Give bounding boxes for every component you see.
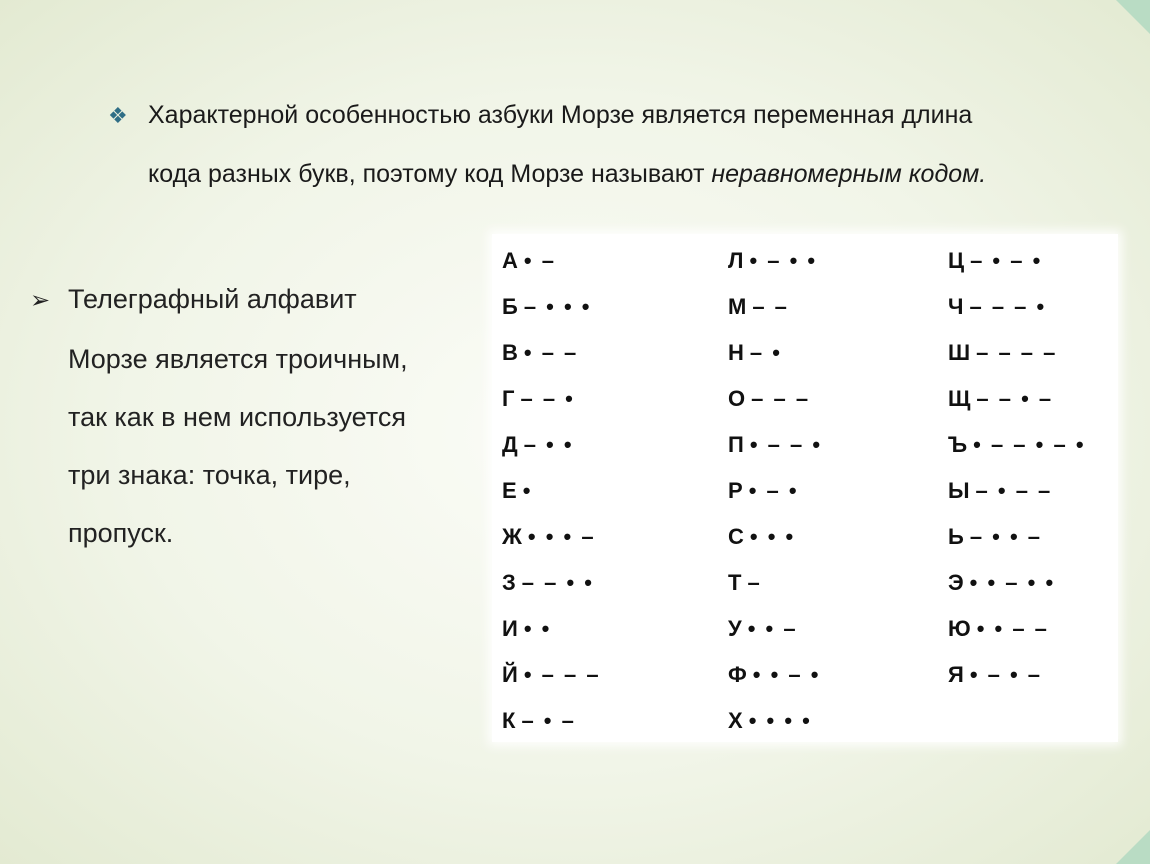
morse-row [502, 652, 601, 698]
morse-row [728, 284, 822, 330]
morse-row [502, 330, 601, 376]
ternary-line-3: так как в нем используется [68, 402, 406, 432]
morse-row [728, 330, 822, 376]
morse-row [948, 606, 1086, 652]
morse-row [948, 284, 1086, 330]
morse-letter: Ы [948, 478, 970, 503]
morse-letter: Г [502, 386, 515, 411]
morse-letter: У [728, 616, 742, 641]
morse-letter: Х [728, 708, 743, 733]
morse-code: – – [752, 294, 789, 319]
morse-letter: Ю [948, 616, 971, 641]
arrow-bullet-icon: ➢ [30, 287, 51, 314]
morse-code: • • • – [527, 524, 596, 549]
morse-code: • • – – [976, 616, 1049, 641]
morse-letter: Т [728, 570, 742, 595]
morse-letter: В [502, 340, 518, 365]
morse-row [502, 238, 601, 284]
morse-row [948, 514, 1086, 560]
corner-decoration-bottom [1116, 830, 1150, 864]
morse-letter: М [728, 294, 747, 319]
morse-code: – – • – [976, 386, 1054, 411]
intro-paragraph [108, 86, 1068, 203]
morse-row [502, 514, 601, 560]
morse-column-2 [728, 238, 822, 744]
morse-row [728, 606, 822, 652]
morse-row [948, 652, 1086, 698]
morse-letter: П [728, 432, 744, 457]
morse-letter: Й [502, 662, 518, 687]
morse-code: • • – • [752, 662, 821, 687]
morse-code: – • – – [975, 478, 1053, 503]
intro-line-2-text: кода разных букв, поэтому код Морзе называют [148, 160, 712, 188]
morse-code: • – – • [749, 432, 823, 457]
morse-row [502, 468, 601, 514]
morse-code: – – – • [969, 294, 1047, 319]
morse-code: • – – [523, 340, 579, 365]
morse-code: • • [523, 616, 552, 641]
morse-row [502, 698, 601, 744]
morse-code: – – – [751, 386, 811, 411]
morse-code: • – • [748, 478, 799, 503]
morse-letter: Ь [948, 524, 964, 549]
ternary-line-1 [30, 270, 480, 330]
ternary-line-4: три знака: точка, тире, [68, 460, 351, 490]
morse-code: – • • [523, 432, 574, 457]
morse-letter: Ъ [948, 432, 968, 457]
morse-letter: Р [728, 478, 743, 503]
ternary-line-text: Телеграфный алфавит [68, 284, 357, 314]
morse-row [728, 652, 822, 698]
morse-letter: З [502, 570, 516, 595]
morse-code: • – [523, 248, 556, 273]
morse-letter: Ш [948, 340, 971, 365]
morse-code: – • • • [523, 294, 592, 319]
morse-code: – • – • [970, 248, 1043, 273]
morse-code: • • – • • [969, 570, 1056, 595]
morse-row [728, 468, 822, 514]
morse-letter: Е [502, 478, 517, 503]
morse-row [502, 606, 601, 652]
morse-row [948, 560, 1086, 606]
morse-code: • – – • – • [973, 432, 1086, 457]
intro-line-2 [108, 145, 1068, 203]
intro-line-2-italic: неравномерным кодом. [711, 160, 987, 188]
morse-letter: Ц [948, 248, 965, 273]
morse-row [728, 514, 822, 560]
morse-letter: Ж [502, 524, 522, 549]
morse-letter: И [502, 616, 518, 641]
morse-row [948, 376, 1086, 422]
morse-row [502, 376, 601, 422]
intro-line-1-text: Характерной особенностью азбуки Морзе является переменная длина [148, 101, 973, 129]
morse-row [728, 238, 822, 284]
morse-row [728, 376, 822, 422]
morse-code: – • • – [969, 524, 1043, 549]
morse-letter: К [502, 708, 516, 733]
morse-code: • • • [749, 524, 796, 549]
morse-letter: Д [502, 432, 518, 457]
morse-letter: О [728, 386, 746, 411]
ternary-paragraph [30, 270, 480, 562]
morse-row [728, 560, 822, 606]
morse-letter: Л [728, 248, 744, 273]
ternary-line-2: Морзе является троичным, [68, 344, 408, 374]
intro-line-1 [108, 86, 1068, 145]
morse-row [502, 422, 601, 468]
morse-code: • – • • [749, 248, 818, 273]
morse-code: – • [749, 340, 782, 365]
diamond-bullet-icon: ❖ [108, 103, 128, 128]
morse-letter: С [728, 524, 744, 549]
morse-code: – – • • [521, 570, 595, 595]
morse-column-3 [948, 238, 1086, 698]
morse-row [948, 238, 1086, 284]
morse-row [728, 422, 822, 468]
morse-code: • • • • [748, 708, 812, 733]
morse-row [502, 284, 601, 330]
morse-row [948, 422, 1086, 468]
morse-code: • [522, 478, 533, 503]
morse-letter: Э [948, 570, 964, 595]
morse-code: – – • [520, 386, 575, 411]
morse-row [948, 330, 1086, 376]
morse-letter: Б [502, 294, 518, 319]
morse-code: – • – [521, 708, 576, 733]
morse-letter: Н [728, 340, 744, 365]
morse-row [728, 698, 822, 744]
morse-row [502, 560, 601, 606]
morse-letter: А [502, 248, 518, 273]
morse-column-1 [502, 238, 601, 744]
morse-code: • • – [747, 616, 798, 641]
ternary-line-5: пропуск. [68, 518, 174, 548]
morse-code: – – – – [976, 340, 1058, 365]
morse-code: • – – – [523, 662, 601, 687]
morse-letter: Ч [948, 294, 964, 319]
morse-letter: Я [948, 662, 964, 687]
morse-code: – [747, 570, 762, 595]
morse-code: • – • – [969, 662, 1043, 687]
morse-code-table [492, 234, 1118, 742]
corner-decoration-top [1116, 0, 1150, 34]
morse-letter: Ф [728, 662, 747, 687]
morse-row [948, 468, 1086, 514]
morse-letter: Щ [948, 386, 971, 411]
